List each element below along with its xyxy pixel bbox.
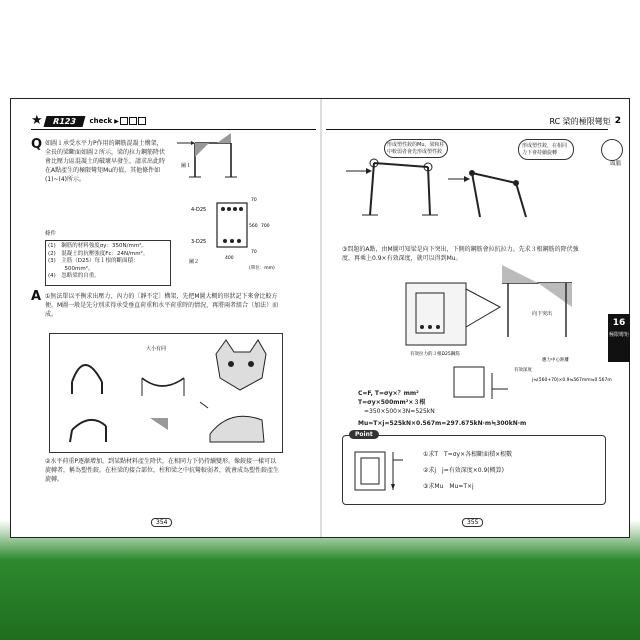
condition-item: 500mm²。 xyxy=(48,265,94,272)
rebar-bottom-label: 3-D25 xyxy=(191,239,207,245)
check-label: check xyxy=(89,117,113,125)
point-diagram xyxy=(351,446,411,498)
right-header xyxy=(549,113,621,129)
checkbox-icon xyxy=(138,117,146,125)
page-number: 355 xyxy=(462,518,483,527)
question-text: 如圖１承受水平力P作用的鋼筋混凝土構架，全長的梁斷面如圖２所示，梁的拉力鋼筋降伏會比壓力區混凝土的破壞早發生，請求出此時在A點產生的極限彎矩Mu的值，其他條件如(1)~(4)所示。 xyxy=(45,140,166,183)
rebar-label: 有效拉力的３根D25鋼筋 xyxy=(410,352,460,357)
equation-line: Mu=T×j=525kN×0.567m=297.675kN·m≒300kN·m xyxy=(358,420,527,427)
conditions-heading: 條件 xyxy=(45,231,57,237)
dim-label: 700 xyxy=(261,224,270,229)
equation-line: T=σy×500mm²×３根 xyxy=(358,399,426,406)
chapter-number: 16 xyxy=(612,318,626,328)
book-spread xyxy=(10,98,630,538)
point-item: ③求Mu Mu=T×j xyxy=(423,483,474,490)
mascot-label: 頭腦 xyxy=(609,161,621,167)
conditions-box xyxy=(45,240,171,286)
header-rule xyxy=(326,129,608,130)
point-item: ②求j j=有效深度×0.9(概算) xyxy=(423,467,504,474)
header-number: 2 xyxy=(614,116,621,126)
point-item: ①求T T=σy×各根斷面積×根數 xyxy=(423,451,513,458)
condition-item: (3) 主筋（D25）每１根的斷面積： xyxy=(48,258,139,264)
dim-label: 70 xyxy=(251,250,257,255)
condition-item: (2) 混凝土的抗壓強度Fc：24N/mm²。 xyxy=(48,250,149,257)
fig1-label: 圖１ xyxy=(181,163,192,169)
page-number: 354 xyxy=(151,518,172,527)
header-rule xyxy=(31,129,316,130)
dim-label: 560 xyxy=(249,224,258,229)
chapter-label: 極限彎矩 xyxy=(608,332,629,338)
speech-bubble xyxy=(384,139,448,158)
tension-label: 向下突出 xyxy=(532,311,553,317)
left-page xyxy=(11,99,320,537)
answer-text-2: ②水平荷重P逐漸增加，到某點材料產生降伏，在相同力下仍持續變形。像鉸接一樣可以旋轉者，稱為塑性鉸。在柱梁的接合部位，柱和梁之中抗彎較弱者，就會成為塑性鉸產生旋轉。 xyxy=(45,458,280,483)
point-box xyxy=(342,431,606,505)
checkbox-icon xyxy=(129,117,137,125)
dim-label: 400 xyxy=(225,256,234,261)
fig2-label: 圖２ xyxy=(189,259,200,265)
arm-label: 應力中心距離 xyxy=(542,358,569,363)
bubble-text: 形成塑性鉸，在相同力下會持續旋轉 xyxy=(522,143,568,156)
j-calc-label: j≒(560+70)×0.9≒567mm≒0.567m xyxy=(532,378,612,383)
star-icon: ★ xyxy=(31,113,43,128)
question-letter: Q xyxy=(31,137,43,152)
speech-bubble xyxy=(518,139,574,160)
answer-text-1: ①無法單以平衡求出壓力、內力的〔靜不定〕構架，先把M圖大概的形狀記下來會比較方便。M圖一般是先分別求得承受垂直荷重和水平荷重時的情況，再將兩者組合（加法）而成。 xyxy=(45,293,279,318)
cat-illustration-panel xyxy=(49,333,283,453)
answer-letter: A xyxy=(31,289,42,304)
dim-label: 70 xyxy=(251,198,257,203)
equation-line: =350×500×3N=525kN xyxy=(364,408,435,415)
series-badge: R123 xyxy=(43,116,85,127)
left-header xyxy=(31,113,146,129)
mascot-face-icon xyxy=(601,139,623,161)
arrow-icon: ▶ xyxy=(114,117,119,125)
header-title: RC 梁的極限彎矩 xyxy=(549,116,611,126)
checkbox-icon xyxy=(120,117,128,125)
answer-text-3: ③問題的A點，由M圖可知梁是向下突出，下側的鋼筋會拉抗拉力。先求３根鋼筋的降伏強度，再乘上0.9×有效深度，就可以得到Mu。 xyxy=(342,246,579,262)
bubble-text: 形成塑性鉸的Mu，梁和柱中較弱者會先形成塑性鉸 xyxy=(387,142,445,155)
equation-line: C=F, T=σy×？mm² xyxy=(358,390,419,397)
unit-note: (單位：mm) xyxy=(249,266,275,271)
condition-item: (1) 鋼筋的材料強度σy：350N/mm²。 xyxy=(48,243,147,249)
point-tag: Point xyxy=(349,430,379,439)
illus-label: 大小有同 xyxy=(146,346,167,352)
frame-diagram xyxy=(169,135,299,285)
effective-label: 有效深度 xyxy=(514,368,532,373)
condition-item: (4) 忽略梁的自重。 xyxy=(48,273,100,279)
right-page xyxy=(322,99,629,537)
chapter-tab xyxy=(608,314,630,362)
rebar-top-label: 4-D25 xyxy=(191,207,207,213)
